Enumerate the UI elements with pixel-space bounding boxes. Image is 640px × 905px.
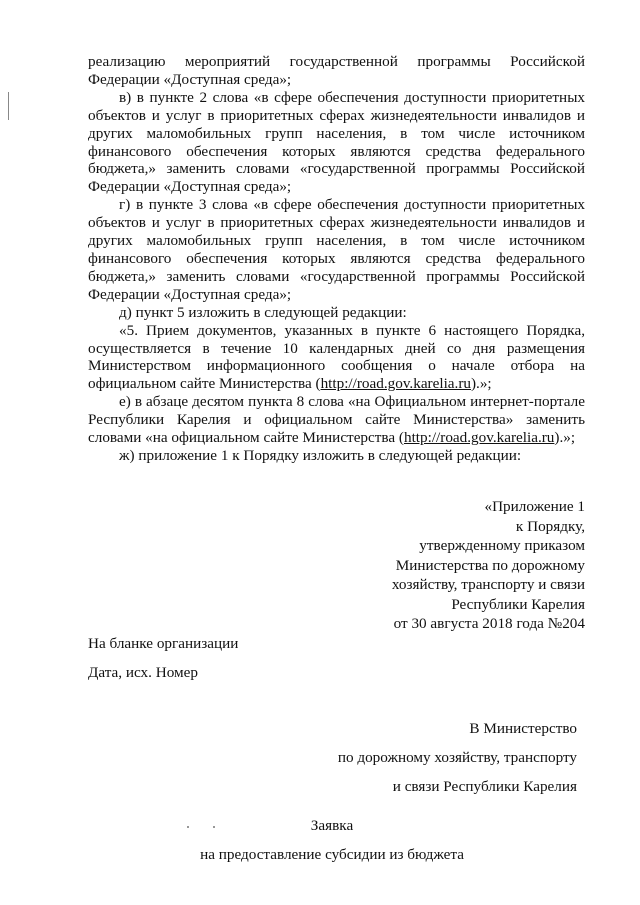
addressee-line: В Министерство xyxy=(469,720,577,737)
paragraph-text: «5. Прием документов, указанных в пункте 6 настоящего Порядка, осуществляется в течение 10 календарных дней со дня размещения Министерством информационного сообщения о начале отбора на официальном сайте Министерства ( xyxy=(88,321,585,393)
appendix-line: «Приложение 1 xyxy=(484,498,585,515)
paragraph-text: е) в абзаце десятом пункта 8 слова «на Официальном интернет-портале Республики Карелия и официальном сайте Министерства» заменить словами «на официальном сайте Министерства ( xyxy=(88,393,585,447)
paragraph-item-v: в) в пункте 2 слова «в сфере обеспечения доступности приоритетных объектов и услуг в приоритетных сферах жизнедеятельности инвалидов и других маломобильных групп населения, в том числе источником финансового обеспечения которых являются средства федерального бюджета,» заменить словами «государственной программы Российской Федерации «Доступная среда»; xyxy=(88,88,585,196)
paragraph-continuation: реализацию мероприятий государственной программы Российской Федерации «Доступная среда»; xyxy=(88,53,585,88)
appendix-line: хозяйству, транспорту и связи xyxy=(391,576,585,593)
appendix-line: Министерства по дорожному xyxy=(395,556,585,574)
amendment-text xyxy=(88,53,585,465)
appendix-line: от 30 августа 2018 года №204 xyxy=(393,615,585,632)
form-subtitle: на предоставление субсидии из бюджета xyxy=(200,846,464,863)
appendix-line: к Порядку, xyxy=(515,517,585,535)
paragraph-item-g: г) в пункте 3 слова «в сфере обеспечения доступности приоритетных объектов и услуг в приоритетных сферах жизнедеятельности инвалидов и других маломобильных групп населения, в том числе источником финансового обеспечения которых являются средства федерального бюджета,» заменить словами «государственной программы Российской Федерации «Доступная среда»; xyxy=(88,196,585,303)
addressee-line: и связи Республики Карелия xyxy=(392,778,577,795)
ministry-site-link[interactable]: http://road.gov.karelia.ru xyxy=(403,429,555,447)
appendix-header xyxy=(392,497,585,634)
form-title: Заявка xyxy=(310,817,354,834)
letterhead-note: На бланке организации xyxy=(88,635,239,652)
date-number-note: Дата, исх. Номер xyxy=(88,664,198,681)
scan-margin-mark xyxy=(8,92,9,120)
addressee-line: по дорожному хозяйству, транспорту xyxy=(337,749,577,766)
paragraph-item-5 xyxy=(88,322,585,394)
appendix-line: утвержденному приказом xyxy=(419,537,585,554)
ministry-site-link[interactable]: http://road.gov.karelia.ru xyxy=(320,375,471,393)
paragraph-text: ).»; xyxy=(470,375,492,393)
paragraph-item-zh: ж) приложение 1 к Порядку изложить в следующей редакции: xyxy=(119,446,522,464)
paragraph-item-e xyxy=(88,393,585,447)
addressee-block xyxy=(338,714,577,801)
paragraph-item-d: д) пункт 5 изложить в следующей редакции: xyxy=(119,303,407,321)
appendix-line: Республики Карелия xyxy=(451,595,585,613)
paragraph-text: ).»; xyxy=(554,429,576,447)
